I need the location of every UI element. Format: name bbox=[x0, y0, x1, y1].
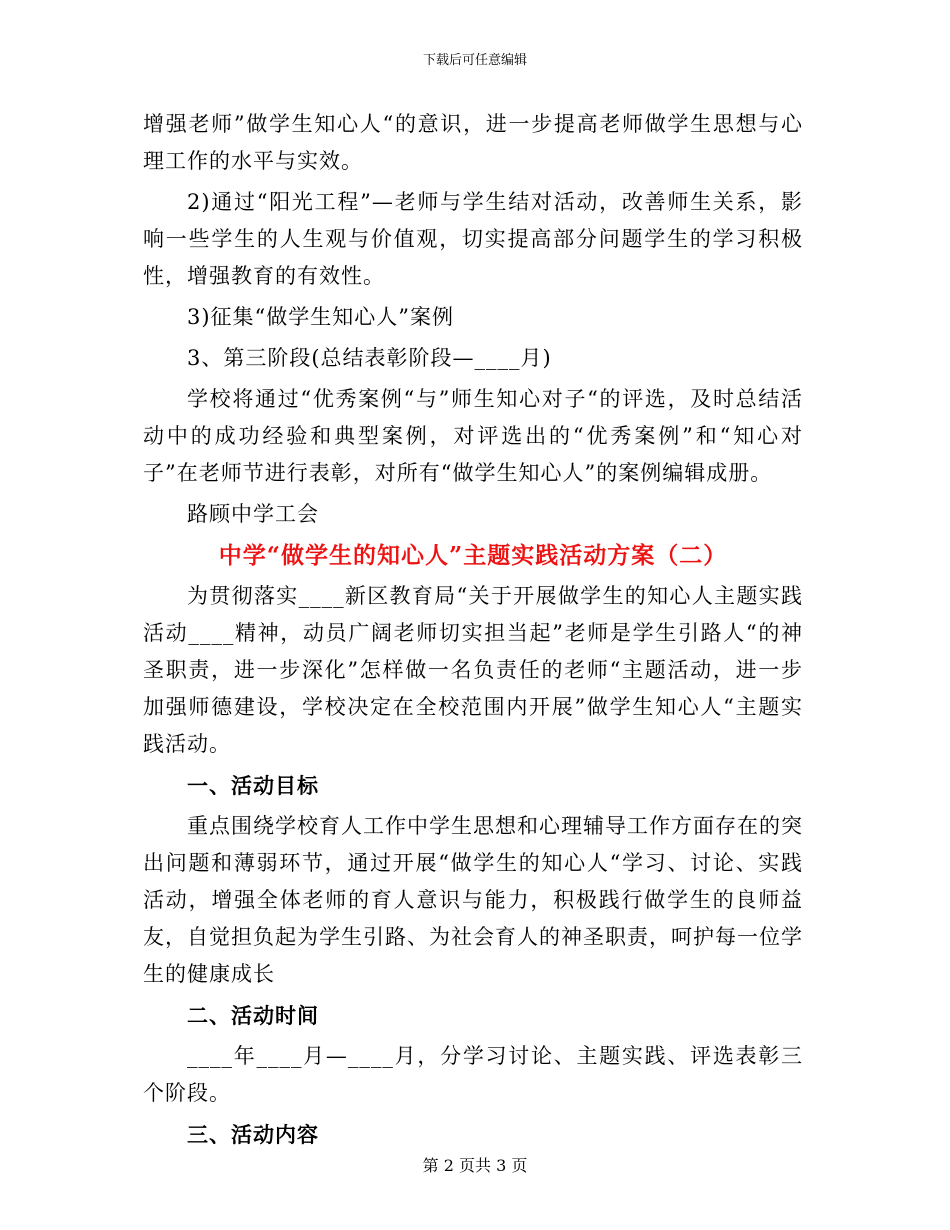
document-body bbox=[143, 106, 803, 1153]
section-title-plan-two: 中学“做学生的知心人”主题实践活动方案（二） bbox=[218, 542, 728, 569]
heading-activity-goals: 一、活动目标 bbox=[187, 773, 319, 798]
paragraph-activity-time: ____年____月—____月，分学习讨论、主题实践、评选表彰三个阶段。 bbox=[143, 1044, 803, 1105]
page-footer: 第 2 页共 3 页 bbox=[422, 1156, 528, 1175]
paragraph-sunshine-project: 2)通过“阳光工程”—老师与学生结对活动，改善师生关系，影响一些学生的人生观与价值观，切实提高部分问题学生的学习积极性，增强教育的有效性。 bbox=[143, 190, 803, 288]
paragraph-school-evaluation: 学校将通过“优秀案例“与”师生知心对子“的评选，及时总结活动中的成功经验和典型案例，对评选出的“优秀案例”和“知心对子”在老师节进行表彰，对所有“做学生知心人”的案例编辑成册。 bbox=[143, 387, 803, 485]
page-header: 下载后可任意编辑 bbox=[422, 53, 527, 68]
paragraph-continuation: 增强老师”做学生知心人“的意识，进一步提高老师做学生思想与心理工作的水平与实效。 bbox=[143, 112, 803, 173]
paragraph-introduction: 为贯彻落实____新区教育局“关于开展做学生的知心人主题实践活动____精神，动员广阔老师切实担当起”老师是学生引路人“的神圣职责，进一步深化”怎样做一名负责任的老师“主题活动，进一步加强师德建设，学校决定在全校范围内开展”做学生知心人“主题实践活动。 bbox=[143, 584, 803, 756]
paragraph-stage-three: 3、第三阶段(总结表彰阶段—____月) bbox=[187, 346, 552, 370]
paragraph-activity-goals: 重点围绕学校育人工作中学生思想和心理辅导工作方面存在的突出问题和薄弱环节，通过开展“做学生的知心人“学习、讨论、实践活动，增强全体老师的育人意识与能力，积极践行做学生的良师益友，自觉担负起为学生引路、为社会育人的神圣职责，呵护每一位学生的健康成长 bbox=[143, 814, 803, 986]
heading-activity-time: 二、活动时间 bbox=[187, 1003, 319, 1028]
paragraph-collect-cases: 3)征集“做学生知心人”案例 bbox=[187, 305, 455, 329]
heading-activity-content: 三、活动内容 bbox=[187, 1122, 319, 1147]
signature-union: 路顾中学工会 bbox=[187, 502, 319, 526]
